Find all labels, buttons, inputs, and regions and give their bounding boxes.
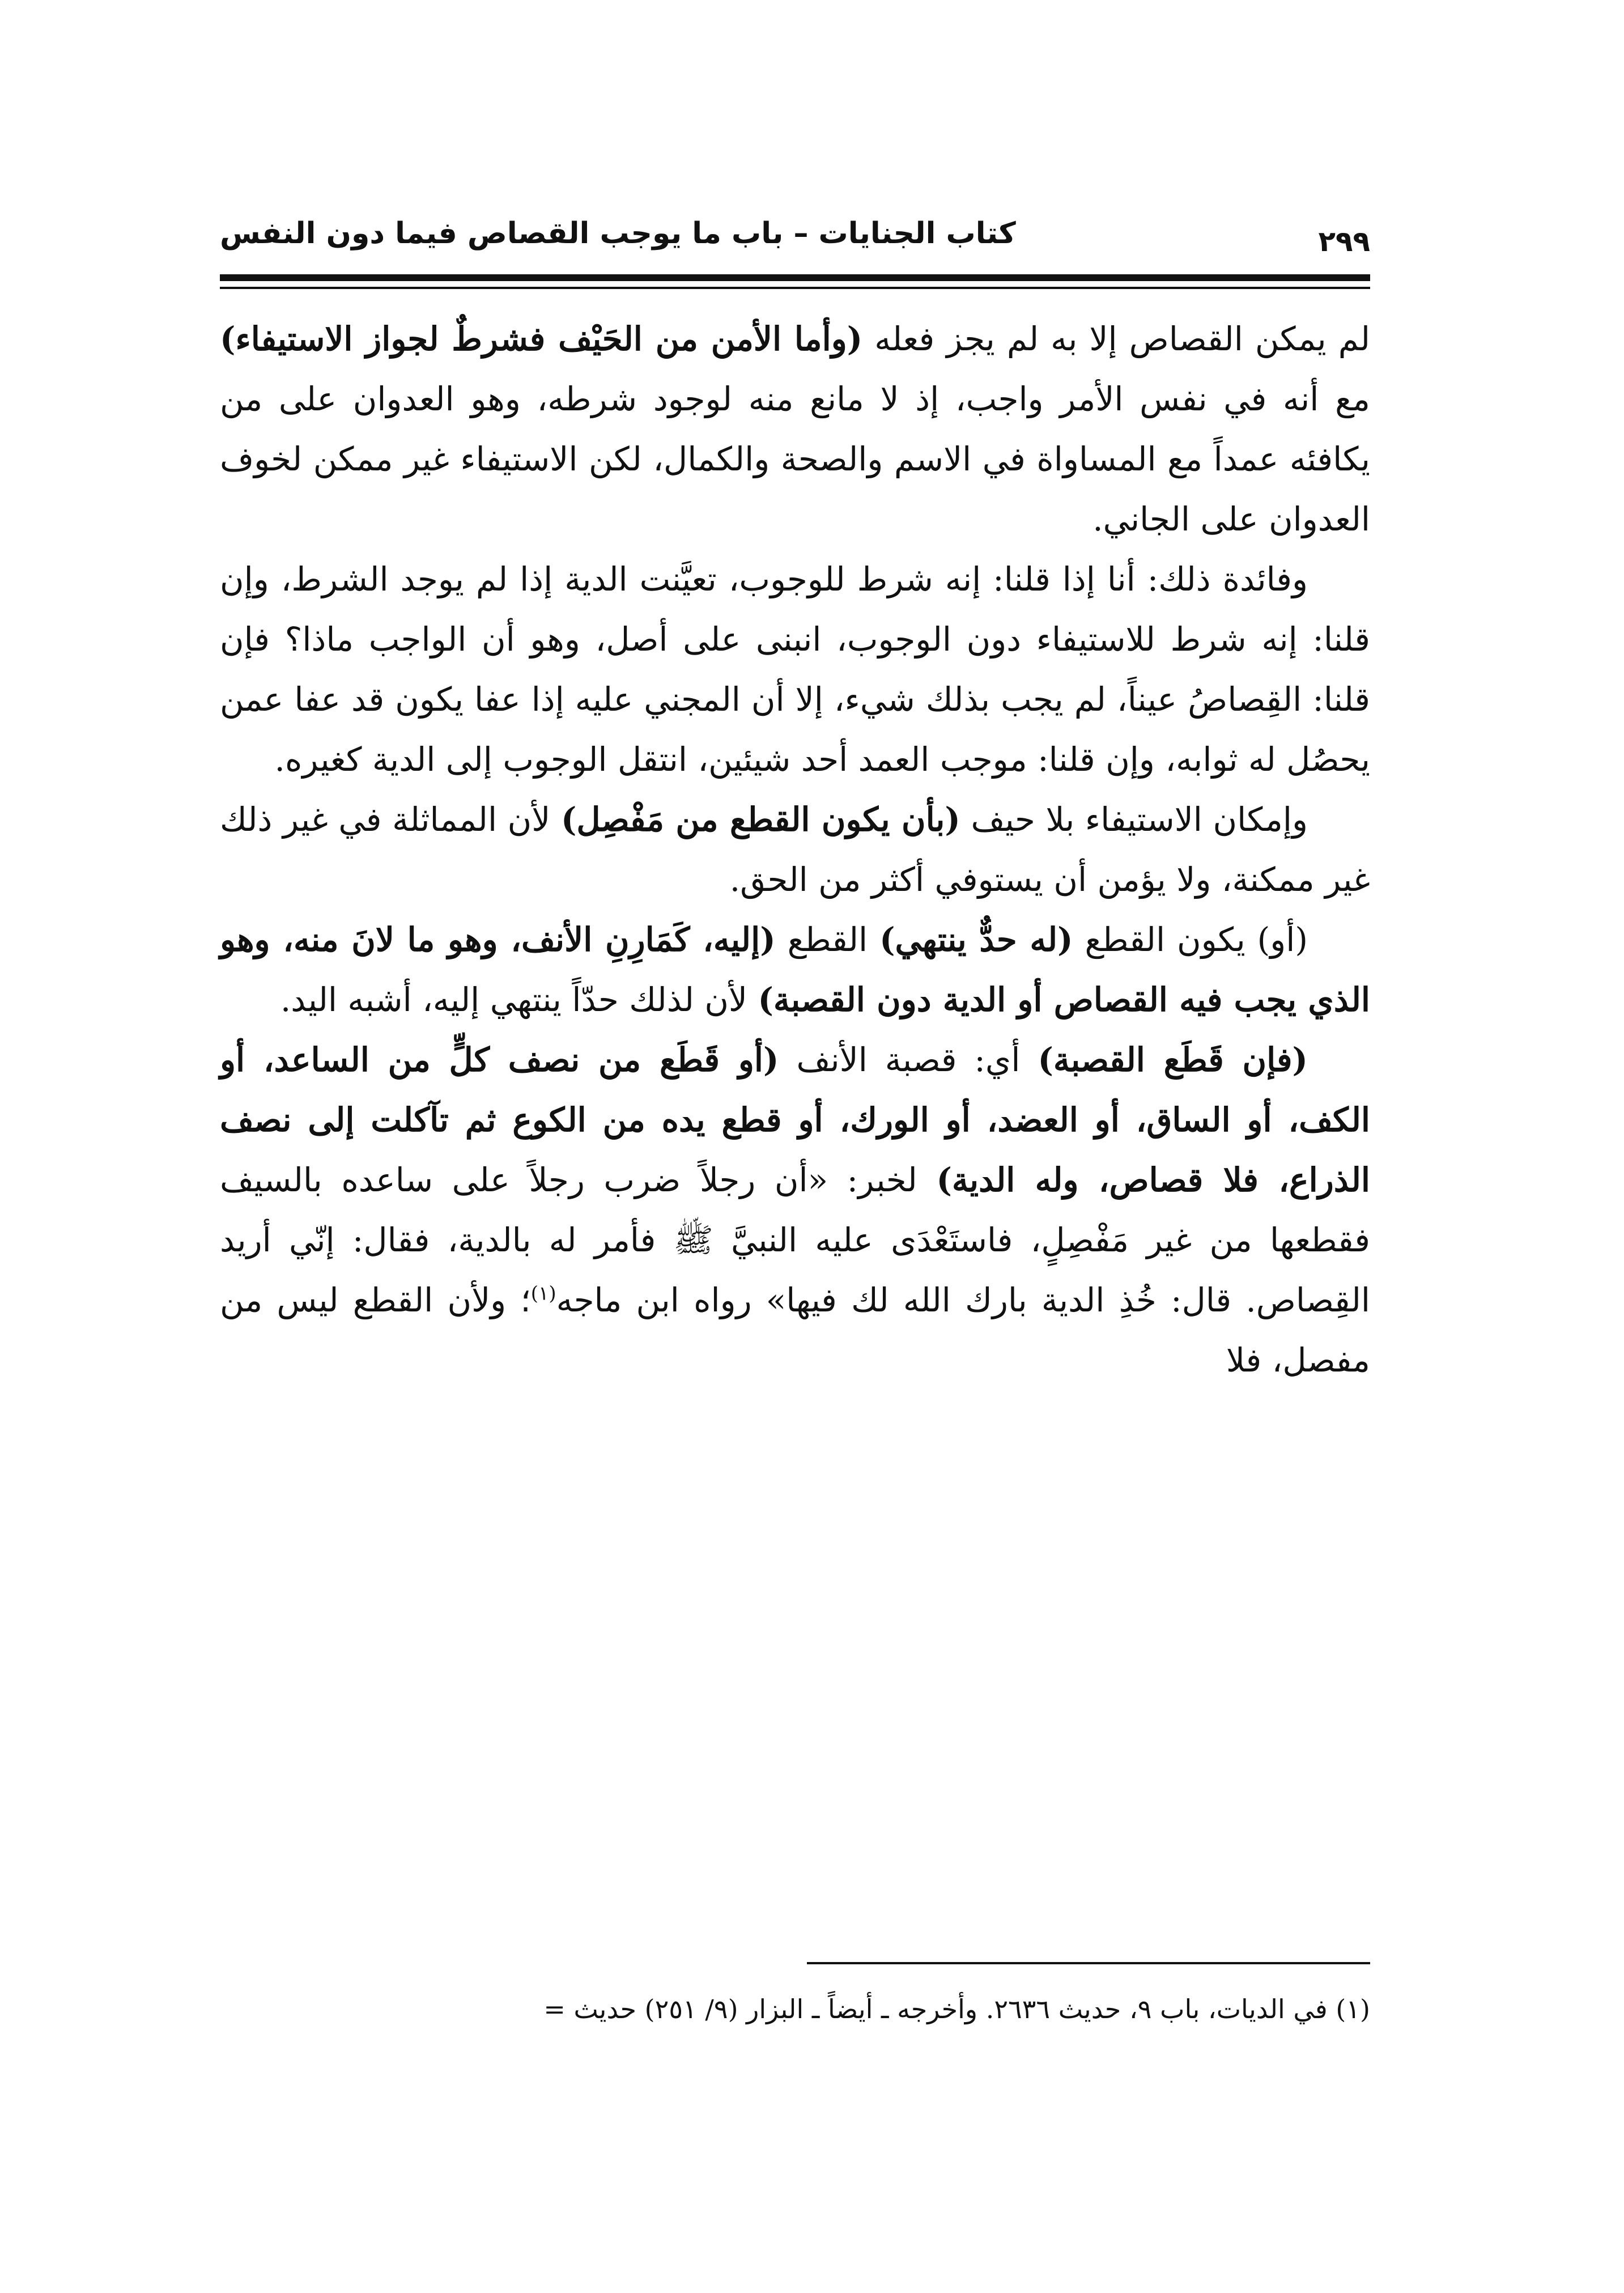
footnote-separator	[807, 1962, 1370, 1964]
header-rule-thick	[220, 274, 1370, 281]
paragraph-3	[220, 789, 1370, 910]
bold-text-run: (له حدٌّ ينتهي)	[879, 920, 1073, 959]
bold-text-run: (وأما الأمن من الحَيْف فشرطٌ لجواز الاستيفاء)	[220, 320, 863, 358]
paragraph-2: وفائدة ذلك: أنا إذا قلنا: إنه شرط للوجوب، تعيَّنت الدية إذا لم يوجد الشرط، وإن قلنا: إنه شرط للاستيفاء دون الوجوب، انبنى على أصل، وهو أن الواجب ماذا؟ فإن قلنا: القِصاصُ عيناً، لم يجب بذلك شيء، إلا أن المجني عليه إذا عفا يكون قد عفا عمن يحصُل له ثوابه، وإن قلنا: موجب العمد أحد شيئين، انتقل الوجوب إلى الدية كغيره.	[220, 560, 1370, 779]
paragraph-1	[220, 309, 1370, 549]
text-run: أي: قصبة الأنف	[796, 1041, 1021, 1079]
footnote: (١) في الديات، باب ٩، حديث ٢٦٣٦. وأخرجه ـ أيضاً ـ البزار (٩/ ٢٥١) حديث =	[543, 1994, 1370, 2024]
bold-text-run: (بأن يكون القطع من مَفْصِل)	[560, 800, 960, 839]
text-run: ؛ ولأن القطع ليس من مفصل، فلا	[220, 1281, 1370, 1379]
bold-text-run: (فإن قَطَع القصبة)	[1038, 1041, 1308, 1079]
text-run: وإمكان الاستيفاء بلا حيف	[971, 800, 1308, 839]
bold-text-run: (أو قَطَع من نصف كلٍّ من الساعد، أو الكف، أو الساق، أو العضد، أو الورك، أو قطع يده من الكوع ثم تآكلت إلى نصف الذراع، فلا قصاص، وله الدية)	[220, 1041, 1371, 1199]
text-run: مع أنه في نفس الأمر واجب، إذ لا مانع منه لوجود شرطه، وهو العدوان على من يكافئه عمداً مع المساواة في الاسم والصحة والكمال، لكن الاستيفاء غير ممكن لخوف العدوان على الجاني.	[220, 380, 1370, 538]
page-number: ٢٩٩	[1318, 225, 1370, 258]
text-run: لم يمكن القصاص إلا به لم يجز فعله	[874, 320, 1370, 358]
bold-text-run: (إليه، كَمَارِنِ الأنف، وهو ما لانَ منه، وهو الذي يجب فيه القصاص أو الدية دون القصبة)	[220, 920, 1370, 1019]
text-run: لخبر: «أن رجلاً ضرب رجلاً على ساعده بالسيف فقطعها من غير مَفْصِلٍ، فاستَعْدَى عليه النبيَّ ﷺ فأمر له بالدية، فقال: إنّي أريد القِصاص. قال: خُذِ الدية بارك الله لك فيها» رواه ابن ماجه	[220, 1161, 1370, 1319]
text-run: لأن المماثلة في غير ذلك غير ممكنة، ولا يؤمن أن يستوفي أكثر من الحق.	[220, 800, 1370, 899]
header-rule-thin	[220, 287, 1370, 289]
paragraph-4	[220, 910, 1370, 1030]
running-header	[220, 211, 1370, 267]
text-run: (أو) يكون القطع	[1085, 920, 1308, 959]
paragraph-5	[220, 1030, 1370, 1390]
main-text	[220, 309, 1370, 1390]
text-run: القطع	[787, 920, 868, 959]
text-run: لأن لذلك حدّاً ينتهي إليه، أشبه اليد.	[280, 980, 748, 1019]
chapter-title: كتاب الجنايات – باب ما يوجب القصاص فيما دون النفس	[220, 216, 1016, 250]
footnote-reference[interactable]: (١)	[530, 1282, 556, 1305]
